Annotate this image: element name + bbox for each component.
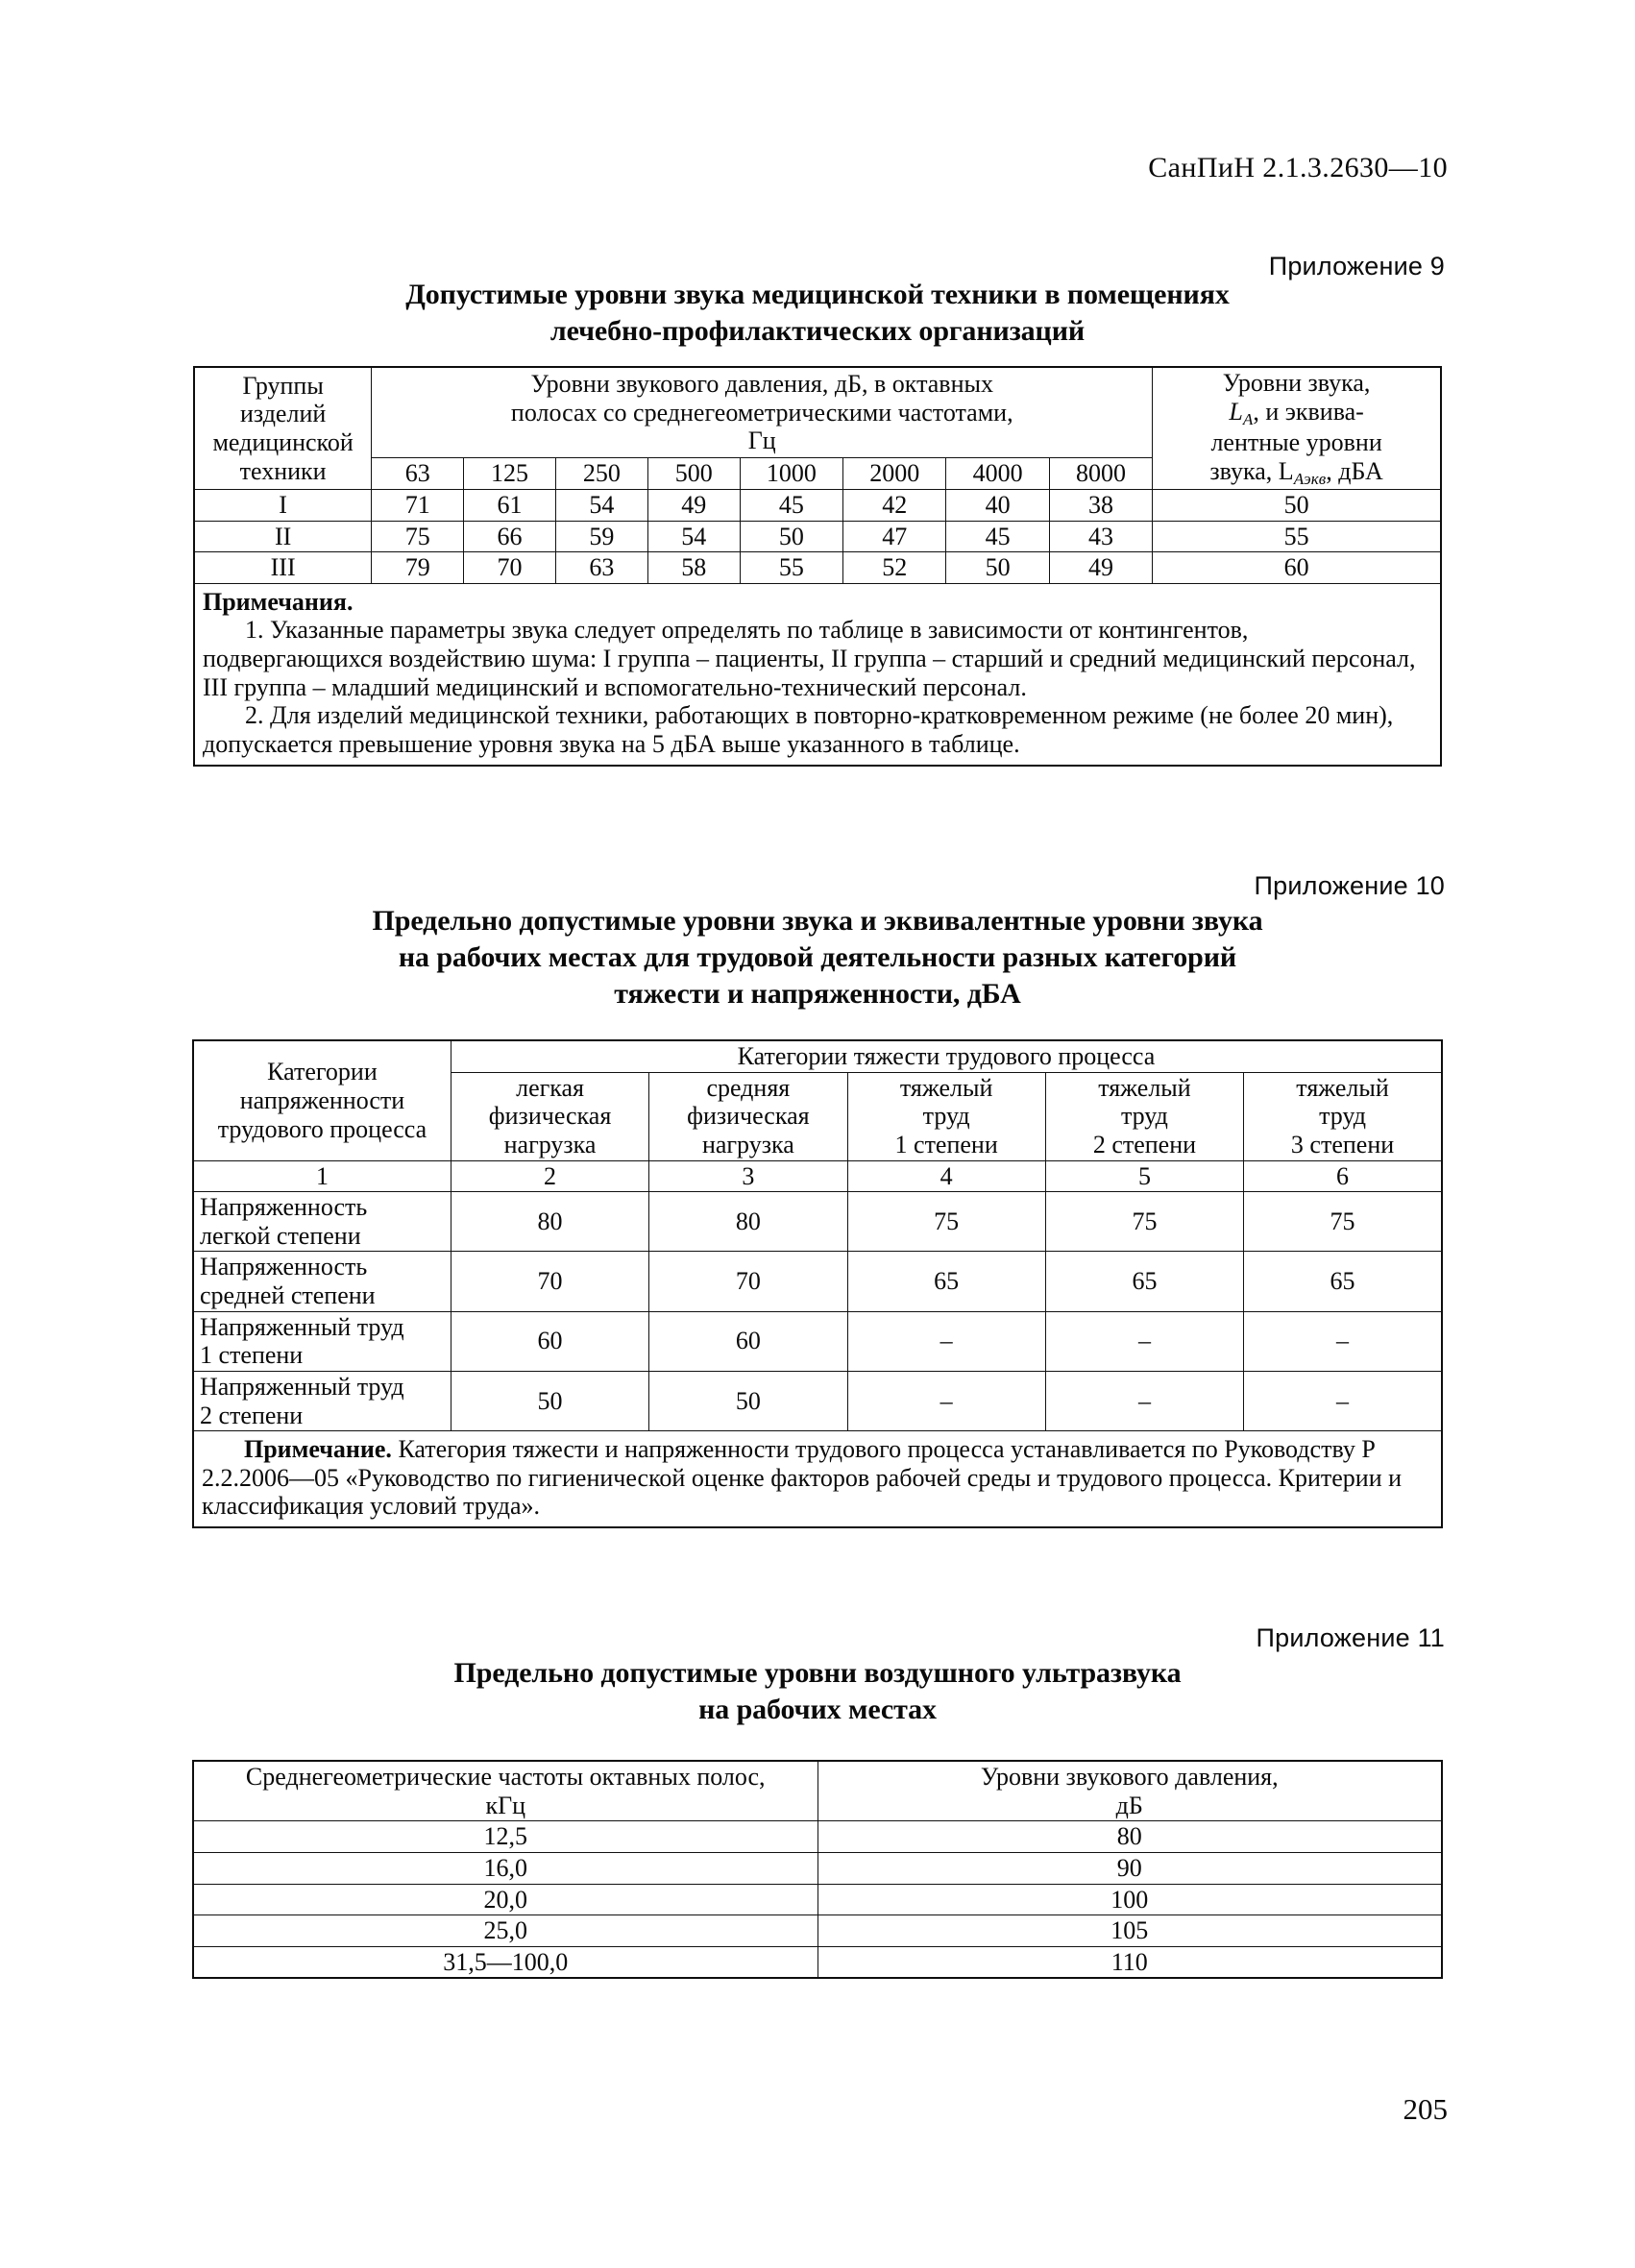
row-group: III (194, 552, 372, 584)
cell-frequency: 31,5—100,0 (193, 1946, 818, 1978)
cell-value: 61 (464, 489, 556, 521)
cell-value: 65 (847, 1252, 1045, 1311)
table-row (193, 1946, 1442, 1978)
cell-value: 80 (649, 1192, 847, 1252)
cell-level: 90 (818, 1852, 1442, 1884)
cell-value: 55 (740, 552, 842, 584)
appendix-10-label: Приложение 10 (1254, 871, 1445, 900)
cell-value: 75 (1244, 1192, 1442, 1252)
appendix-10-title-line-3: тяжести и напряженности, дБА (614, 977, 1021, 1010)
cell-value: 50 (740, 521, 842, 552)
appendix-9-label: Приложение 9 (1268, 252, 1445, 280)
cell-level: 80 (818, 1821, 1442, 1853)
table-row (193, 1884, 1442, 1915)
appendix-11-title-line-1: Предельно допустимые уровни воздушного ультразвука (453, 1657, 1182, 1689)
appendix-9-title-line-1: Допустимые уровни звука медицинской техники в помещениях (405, 279, 1230, 310)
header-sound-levels: Уровни звука, $L_A$, и эквива- лентные уровни звука, $L_{Aэкв}$, дБА (1153, 367, 1441, 489)
table-row-header-top (193, 1040, 1442, 1072)
cell-frequency: 20,0 (193, 1884, 818, 1915)
cell-value: 66 (464, 521, 556, 552)
appendix-10-note (193, 1431, 1442, 1527)
table-row (193, 1311, 1442, 1371)
cell-value: 79 (372, 552, 464, 584)
table-row (193, 1915, 1442, 1947)
cell-value: 49 (647, 489, 740, 521)
cell-value: 65 (1244, 1252, 1442, 1311)
row-group: II (194, 521, 372, 552)
header-stub-categories: Категории напряженности трудового процесса (193, 1040, 451, 1160)
cell-la: 50 (1153, 489, 1441, 521)
cell-value: 38 (1049, 489, 1152, 521)
row-group: I (194, 489, 372, 521)
appendix-9-title (198, 277, 1437, 350)
appendix-9-notes (194, 583, 1441, 765)
freq-1000: 1000 (740, 457, 842, 489)
cell-value: 52 (843, 552, 946, 584)
appendix-10-table-wrapper (0, 1039, 1635, 1528)
table-row (193, 1192, 1442, 1252)
cell-value: 50 (649, 1371, 847, 1430)
cell-frequency: 12,5 (193, 1821, 818, 1853)
header-col-2: легкая физическая нагрузка (451, 1072, 648, 1160)
table-row (193, 1852, 1442, 1884)
freq-250: 250 (555, 457, 647, 489)
cell-value: 47 (843, 521, 946, 552)
cell-value: 75 (372, 521, 464, 552)
cell-frequency: 25,0 (193, 1915, 818, 1947)
cell-value: 50 (946, 552, 1049, 584)
cell-level: 105 (818, 1915, 1442, 1947)
cell-value: 42 (843, 489, 946, 521)
cell-value: 58 (647, 552, 740, 584)
appendix-10-title-line-2: на рабочих местах для трудовой деятельности разных категорий (398, 940, 1237, 973)
header-pressure-levels: Уровни звукового давления, дБ, в октавных полосах со среднегеометрическими частотами, Гц (372, 367, 1153, 457)
note-text: Категория тяжести и напряженности трудового процесса устанавливается по Руководству Р 2.2.2006—05 «Руководство по гигиенической оценке факторов рабочей среды и трудового процесса. Критерии и классификация условий труда». (202, 1435, 1403, 1521)
freq-500: 500 (647, 457, 740, 489)
table-row-column-numbers (193, 1160, 1442, 1192)
appendix-11-title-line-2: на рабочих местах (698, 1693, 937, 1725)
cell-value: – (1244, 1371, 1442, 1430)
cell-value: – (1244, 1311, 1442, 1371)
cell-value: – (847, 1371, 1045, 1430)
table-row (193, 1821, 1442, 1853)
cell-la: 55 (1153, 521, 1441, 552)
cell-value: 75 (847, 1192, 1045, 1252)
header-pressure-level: Уровни звукового давления, дБ (818, 1761, 1442, 1821)
cell-value: 54 (555, 489, 647, 521)
table-row-notes (194, 583, 1441, 765)
row-label: Напряженный труд 1 степени (193, 1311, 451, 1371)
note-item: 1. Указанные параметры звука следует определять по таблице в зависимости от контингентов, подвергающихся воздействию шума: I группа – пациенты, II группа – старший и средний медицинский персонал, III группа – младший медицинский и вспомогательно-технический персонал. (203, 616, 1416, 701)
appendix-11-title (198, 1655, 1437, 1728)
colnum-1: 1 (193, 1160, 451, 1192)
cell-value: 43 (1049, 521, 1152, 552)
cell-value: 40 (946, 489, 1049, 521)
header-col-3: средняя физическая нагрузка (649, 1072, 847, 1160)
header-groups: Группы изделий медицинской техники (194, 367, 372, 489)
cell-value: 71 (372, 489, 464, 521)
note-title: Примечание. (244, 1435, 392, 1464)
cell-value: 49 (1049, 552, 1152, 584)
running-head: СанПиН 2.1.3.2630—10 (1148, 152, 1448, 183)
header-col-5: тяжелый труд 2 степени (1045, 1072, 1243, 1160)
appendix-10-title-line-1: Предельно допустимые уровни звука и эквивалентные уровни звука (372, 905, 1263, 937)
freq-125: 125 (464, 457, 556, 489)
cell-value: 70 (464, 552, 556, 584)
freq-2000: 2000 (843, 457, 946, 489)
header-col-4: тяжелый труд 1 степени (847, 1072, 1045, 1160)
header-frequencies: Среднегеометрические частоты октавных полос, кГц (193, 1761, 818, 1821)
cell-value: 65 (1045, 1252, 1243, 1311)
freq-8000: 8000 (1049, 457, 1152, 489)
row-label: Напряженность средней степени (193, 1252, 451, 1311)
appendix-10-table (192, 1039, 1443, 1528)
table-row (194, 521, 1441, 552)
cell-value: 50 (451, 1371, 648, 1430)
table-row-header (193, 1761, 1442, 1821)
notes-title: Примечания. (203, 587, 354, 616)
freq-4000: 4000 (946, 457, 1049, 489)
cell-value: 70 (451, 1252, 648, 1311)
table-row (194, 489, 1441, 521)
table-row (193, 1371, 1442, 1430)
appendix-10-title (198, 903, 1437, 1012)
appendix-11-table (192, 1760, 1443, 1979)
table-row (193, 1252, 1442, 1311)
cell-value: – (847, 1311, 1045, 1371)
row-label: Напряженность легкой степени (193, 1192, 451, 1252)
row-label: Напряженный труд 2 степени (193, 1371, 451, 1430)
cell-value: 60 (649, 1311, 847, 1371)
cell-value: 63 (555, 552, 647, 584)
appendix-9-table-wrapper (0, 366, 1635, 767)
cell-la: 60 (1153, 552, 1441, 584)
cell-value: – (1045, 1311, 1243, 1371)
appendix-11-label: Приложение 11 (1256, 1623, 1445, 1652)
colnum-6: 6 (1244, 1160, 1442, 1192)
colnum-3: 3 (649, 1160, 847, 1192)
colnum-2: 2 (451, 1160, 648, 1192)
appendix-11-table-wrapper (0, 1760, 1635, 1979)
table-row (194, 552, 1441, 584)
cell-frequency: 16,0 (193, 1852, 818, 1884)
table-row-note (193, 1431, 1442, 1527)
cell-value: 60 (451, 1311, 648, 1371)
cell-value: 59 (555, 521, 647, 552)
header-col-6: тяжелый труд 3 степени (1244, 1072, 1442, 1160)
colnum-5: 5 (1045, 1160, 1243, 1192)
cell-level: 100 (818, 1884, 1442, 1915)
cell-value: – (1045, 1371, 1243, 1430)
appendix-9-table (193, 366, 1442, 767)
symbol-la: $L_A$ (1229, 397, 1254, 428)
table-row-header-top (194, 367, 1441, 457)
note-item: 2. Для изделий медицинской техники, работающих в повторно-кратковременном режиме (не более 20 мин), допускается превышение уровня звука на 5 дБА выше указанного в таблице. (203, 701, 1394, 758)
cell-value: 54 (647, 521, 740, 552)
cell-value: 45 (740, 489, 842, 521)
cell-value: 45 (946, 521, 1049, 552)
page-number: 205 (1403, 2092, 1448, 2126)
header-severity-span: Категории тяжести трудового процесса (451, 1040, 1442, 1072)
appendix-9-title-line-2: лечебно-профилактических организаций (549, 314, 1086, 347)
cell-level: 110 (818, 1946, 1442, 1978)
cell-value: 75 (1045, 1192, 1243, 1252)
cell-value: 70 (649, 1252, 847, 1311)
freq-63: 63 (372, 457, 464, 489)
colnum-4: 4 (847, 1160, 1045, 1192)
cell-value: 80 (451, 1192, 648, 1252)
